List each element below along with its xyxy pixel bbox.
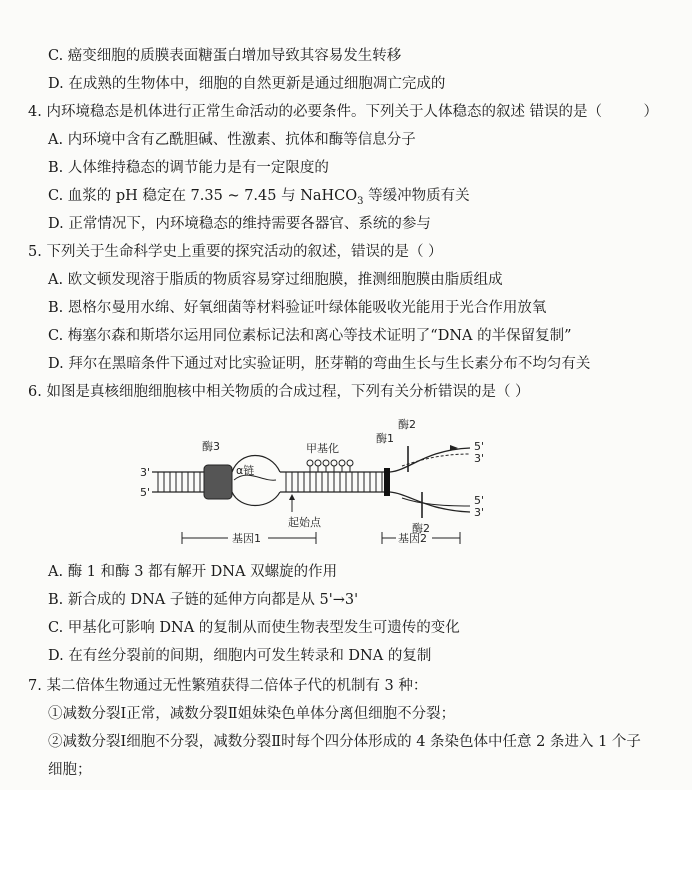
fork-bottom-parental bbox=[390, 492, 470, 512]
q3-option-d: D. 在成熟的生物体中，细胞的自然更新是通过细胞凋亡完成的 bbox=[48, 76, 446, 92]
q4-stem-text: 4. 内环境稳态是机体进行正常生命活动的必要条件。下列关于人体稳态的叙述 错误的是（ bbox=[28, 104, 603, 120]
label-enzyme2-top: 酶2 bbox=[398, 418, 416, 431]
q4-option-a: A. 内环境中含有乙酰胆碱、性激素、抗体和酶等信息分子 bbox=[48, 132, 416, 148]
q4-stem bbox=[28, 102, 676, 122]
q6-option-c: C. 甲基化可影响 DNA 的复制从而使生物表型发生可遗传的变化 bbox=[48, 620, 460, 636]
q5-stem: 5. 下列关于生命科学史上重要的探究活动的叙述，错误的是（ ） bbox=[28, 244, 443, 260]
dna-middle-segment bbox=[280, 472, 385, 492]
q6-option-b: B. 新合成的 DNA 子链的延伸方向都是从 5'→3' bbox=[48, 592, 359, 608]
q7-mechanism-2: ②减数分裂Ⅰ细胞不分裂，减数分裂Ⅱ时每个四分体形成的 4 条染色体中任意 2 条进入 1 个子 bbox=[48, 734, 641, 750]
q4-option-c bbox=[48, 186, 470, 212]
q6-option-d: D. 在有丝分裂前的间期，细胞内可发生转录和 DNA 的复制 bbox=[48, 648, 432, 664]
q3-option-c: C. 癌变细胞的质膜表面糖蛋白增加导致其容易发生转移 bbox=[48, 48, 402, 64]
label-gene2: 基因2 bbox=[398, 532, 427, 545]
label-right-top-3prime: 3' bbox=[474, 452, 485, 465]
q4-option-c-subscript: 3 bbox=[357, 195, 364, 207]
q7-stem: 7. 某二倍体生物通过无性繁殖获得二倍体子代的机制有 3 种： bbox=[28, 678, 428, 694]
label-right-bottom-3prime: 3' bbox=[474, 506, 485, 519]
q5-option-d: D. 拜尔在黑暗条件下通过对比实验证明，胚芽鞘的弯曲生长与生长素分布不均匀有关 bbox=[48, 356, 591, 372]
label-left-3prime: 3' bbox=[140, 466, 151, 479]
label-enzyme2-bottom: 酶2 bbox=[412, 522, 430, 535]
label-right-bottom-5prime: 5' bbox=[474, 494, 485, 507]
q4-option-c-rest: 等缓冲物质有关 bbox=[363, 188, 470, 204]
q6-stem: 6. 如图是真核细胞细胞核中相关物质的合成过程，下列有关分析错误的是（ ） bbox=[28, 384, 530, 400]
label-start-point: 起始点 bbox=[288, 516, 321, 529]
q4-option-c-text: C. 血浆的 pH 稳定在 7.35 ~ 7.45 与 NaHCO bbox=[48, 188, 358, 204]
q4-option-d: D. 正常情况下，内环境稳态的维持需要各器官、系统的参与 bbox=[48, 216, 431, 232]
q6-option-a: A. 酶 1 和酶 3 都有解开 DNA 双螺旋的作用 bbox=[48, 564, 338, 580]
q5-option-c: C. 梅塞尔森和斯塔尔运用同位素标记法和离心等技术证明了“DNA 的半保留复制” bbox=[48, 328, 572, 344]
methylation-markers bbox=[307, 460, 353, 472]
q5-option-a: A. 欧文顿发现溶于脂质的物质容易穿过细胞膜，推测细胞膜由脂质组成 bbox=[48, 272, 503, 288]
q4-answer-paren: ） bbox=[643, 104, 658, 120]
label-enzyme3: 酶3 bbox=[202, 440, 220, 453]
q7-mechanism-1: ①减数分裂Ⅰ正常，减数分裂Ⅱ姐妹染色单体分离但细胞不分裂； bbox=[48, 706, 456, 722]
label-alpha-chain: α链 bbox=[236, 464, 255, 477]
replication-transcription-diagram bbox=[140, 410, 500, 560]
q7-mechanism-2-continued: 细胞； bbox=[48, 762, 92, 778]
q5-option-b: B. 恩格尔曼用水绵、好氧细菌等材料验证叶绿体能吸收光能用于光合作用放氧 bbox=[48, 300, 547, 316]
bubble-bottom-strand bbox=[232, 492, 280, 506]
fork-top-parental bbox=[390, 448, 470, 472]
enzyme3-shape bbox=[204, 465, 232, 499]
dna-left-segment bbox=[152, 472, 204, 492]
label-methylation: 甲基化 bbox=[306, 442, 339, 455]
label-right-top-5prime: 5' bbox=[474, 440, 485, 453]
q4-option-b: B. 人体维持稳态的调节能力是有一定限度的 bbox=[48, 160, 329, 176]
label-left-5prime: 5' bbox=[140, 486, 151, 499]
start-point-arrowhead bbox=[289, 494, 295, 500]
enzyme1-shape bbox=[384, 468, 390, 496]
label-enzyme1: 酶1 bbox=[376, 432, 394, 445]
label-gene1: 基因1 bbox=[232, 532, 261, 545]
